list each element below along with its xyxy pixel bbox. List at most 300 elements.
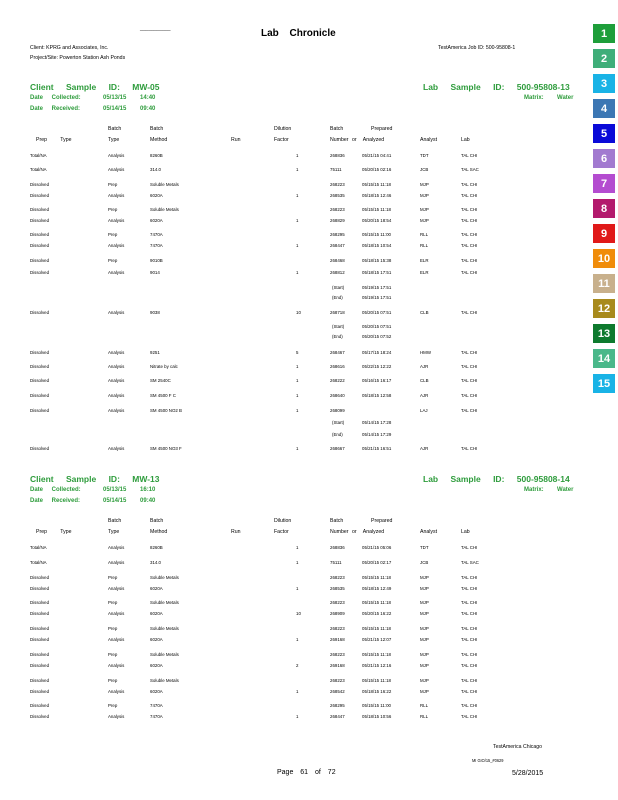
cell: 9038 — [150, 310, 160, 315]
cell: Dissolved — [30, 678, 50, 683]
cell: TAL CHI — [461, 652, 478, 657]
cell: 1 — [296, 364, 299, 369]
cell: 05/18/15 12:58 — [362, 393, 392, 398]
cell: 268223 — [330, 678, 345, 683]
cell: 6020A — [150, 218, 163, 223]
cell: TAL CHI — [461, 611, 478, 616]
cell: 05/15/15 11:18 — [362, 182, 391, 187]
cell: 05/20/15 16:22 — [362, 611, 392, 616]
cell: Dissolved — [30, 232, 50, 237]
cell: 1 — [296, 270, 299, 275]
tab-3[interactable]: 3 — [593, 74, 615, 93]
project-site: Project/Site: Powerton Station Ash Ponds — [30, 55, 126, 61]
table-row — [0, 600, 590, 607]
column-header-line1: Batch — [108, 126, 122, 132]
table-row — [0, 350, 590, 357]
cell: Nitrate by calc — [150, 364, 178, 369]
cell: Analysis — [108, 270, 125, 275]
cell: MJP — [420, 586, 429, 591]
cell: SM 2540C — [150, 378, 171, 383]
column-header-line1: Batch — [330, 518, 344, 524]
cell: TAL CHI — [461, 153, 478, 158]
cell: TAL CHI — [461, 364, 478, 369]
cell: TAL CHI — [461, 575, 478, 580]
column-header-line1: Batch — [108, 518, 122, 524]
cell: TAL CHI — [461, 408, 478, 413]
cell: TAL CHI — [461, 689, 478, 694]
cell: 05/20/15 02:16 — [362, 167, 392, 172]
cell: Analysis — [108, 408, 125, 413]
tab-14[interactable]: 14 — [593, 349, 615, 368]
lab-sample-id: Lab Sample ID: 500-95808-14 — [423, 474, 570, 484]
cell: 268223 — [330, 575, 345, 580]
cell: TAL CHI — [461, 207, 478, 212]
table-row — [0, 364, 590, 371]
column-header-line2: Analyst — [420, 137, 438, 143]
cell: Dissolved — [30, 637, 50, 642]
cell: 05/15/15 11:00 — [362, 703, 391, 708]
table-row — [0, 637, 590, 644]
cell: Soluble Metals — [150, 182, 179, 187]
tab-7[interactable]: 7 — [593, 174, 615, 193]
cell: 269168 — [330, 663, 345, 668]
cell: Dissolved — [30, 408, 50, 413]
cell: TDT — [420, 545, 429, 550]
cell: 05/19/15 17:51 — [362, 295, 392, 300]
cell: Dissolved — [30, 310, 50, 315]
cell: Dissolved — [30, 207, 50, 212]
cell: Analysis — [108, 243, 125, 248]
cell: 314.0 — [150, 167, 161, 172]
cell: RLL — [420, 703, 429, 708]
cell: Dissolved — [30, 270, 50, 275]
cell: (End) — [332, 334, 343, 339]
cell: 10 — [296, 310, 301, 315]
tab-4[interactable]: 4 — [593, 99, 615, 118]
cell: 1 — [296, 545, 299, 550]
cell: 05/18/15 15:38 — [362, 258, 392, 263]
cell: Dissolved — [30, 243, 50, 248]
cell: Analysis — [108, 714, 125, 719]
table-row — [0, 153, 590, 160]
cell: TAL SAC — [461, 560, 479, 565]
cell: 268295 — [330, 232, 345, 237]
cell: 268812 — [330, 270, 345, 275]
cell: 268535 — [330, 193, 345, 198]
cell: TAL CHI — [461, 258, 478, 263]
cell: Analysis — [108, 393, 125, 398]
cell: 1 — [296, 167, 299, 172]
cell: 268467 — [330, 350, 345, 355]
cell: 2 — [296, 663, 299, 668]
cell: 268535 — [330, 586, 345, 591]
table-row — [0, 310, 590, 317]
column-header-line1: Prepared — [371, 126, 393, 132]
column-header-line2: Lab — [461, 137, 470, 143]
table-row — [0, 626, 590, 633]
cell: 268447 — [330, 243, 345, 248]
cell: 05/21/15 05:06 — [362, 545, 392, 550]
cell: 268223 — [330, 207, 345, 212]
table-row — [0, 611, 590, 618]
cell: 05/21/15 16:51 — [362, 446, 392, 451]
cell: TAL CHI — [461, 378, 478, 383]
cell: Analysis — [108, 586, 125, 591]
cell: 268836 — [330, 545, 345, 550]
column-header-line2: Method — [150, 137, 168, 143]
cell: 05/21/15 12:07 — [362, 637, 392, 642]
cell: 6020A — [150, 193, 163, 198]
cell: Dissolved — [30, 586, 50, 591]
cell: 05/14/15 17:28 — [362, 420, 392, 425]
cell: TAL CHI — [461, 350, 478, 355]
cell: Soluble Metals — [150, 207, 179, 212]
cell: 6020A — [150, 586, 163, 591]
column-header-line2: or Analyzed — [352, 137, 385, 143]
cell: TAL CHI — [461, 232, 478, 237]
cell: 268447 — [330, 714, 345, 719]
cell: 05/20/15 07:51 — [362, 310, 392, 315]
table-row — [0, 218, 590, 225]
cell: MJP — [420, 611, 429, 616]
cell: AJR — [420, 364, 429, 369]
footer-code: MI GIO/15_#0629 — [472, 758, 504, 763]
cell: RLL — [420, 714, 429, 719]
cell: TAL CHI — [461, 446, 478, 451]
cell: Analysis — [108, 446, 125, 451]
tab-10[interactable]: 10 — [593, 249, 615, 268]
cell: Analysis — [108, 153, 125, 158]
cell: 1 — [296, 689, 299, 694]
footer-date: 5/28/2015 — [512, 770, 544, 777]
column-header-line2: Prep Type — [36, 137, 72, 143]
cell: 05/18/15 17:51 — [362, 270, 392, 275]
cell: 05/15/15 11:18 — [362, 626, 391, 631]
table-row — [0, 586, 590, 593]
cell: Prep — [108, 207, 118, 212]
cell: Analysis — [108, 193, 125, 198]
table-row — [0, 295, 590, 302]
cell: TAL CHI — [461, 193, 478, 198]
tab-1[interactable]: 1 — [593, 24, 615, 43]
cell: 8260B — [150, 153, 163, 158]
cell: 7470A — [150, 714, 163, 719]
column-header-line2: Number — [330, 529, 349, 535]
column-header-line2: Prep Type — [36, 529, 72, 535]
cell: Analysis — [108, 663, 125, 668]
cell: 05/15/15 11:00 — [362, 232, 391, 237]
cell: Analysis — [108, 167, 125, 172]
cell: TAL CHI — [461, 637, 478, 642]
cell: AJR — [420, 393, 429, 398]
table-row — [0, 703, 590, 710]
cell: Soluble Metals — [150, 678, 179, 683]
cell: Soluble Metals — [150, 600, 179, 605]
cell: 05/15/15 11:18 — [362, 575, 391, 580]
cell: Dissolved — [30, 393, 50, 398]
cell: Prep — [108, 600, 118, 605]
cell: 1 — [296, 153, 299, 158]
cell: Soluble Metals — [150, 652, 179, 657]
tab-13[interactable]: 13 — [593, 324, 615, 343]
cell: CLB — [420, 310, 429, 315]
cell: Total/NA — [30, 167, 47, 172]
cell: 268616 — [330, 364, 345, 369]
cell: 05/15/15 11:18 — [362, 652, 391, 657]
tab-11[interactable]: 11 — [593, 274, 615, 293]
cell: 05/17/15 18:24 — [362, 350, 392, 355]
cell: Prep — [108, 626, 118, 631]
cell: 1 — [296, 243, 299, 248]
cell: Prep — [108, 232, 118, 237]
cell: 6020A — [150, 689, 163, 694]
column-header-line1: Batch — [150, 126, 164, 132]
cell: 268468 — [330, 258, 345, 263]
cell: 268836 — [330, 153, 345, 158]
cell: 75111 — [330, 167, 342, 172]
date-collected-label: Date Collected: — [30, 487, 81, 493]
lab-sample-id: Lab Sample ID: 500-95808-13 — [423, 82, 570, 92]
cell: Analysis — [108, 611, 125, 616]
cell: Prep — [108, 703, 118, 708]
cell: 268542 — [330, 689, 345, 694]
cell: Soluble Metals — [150, 626, 179, 631]
cell: 75111 — [330, 560, 342, 565]
cell: LAJ — [420, 408, 428, 413]
cell: 05/21/15 12:16 — [362, 663, 392, 668]
table-row — [0, 408, 590, 415]
cell: 1 — [296, 193, 299, 198]
cell: Dissolved — [30, 378, 50, 383]
cell: Analysis — [108, 545, 125, 550]
cell: 1 — [296, 637, 299, 642]
column-header-line2: Method — [150, 529, 168, 535]
cell: MJP — [420, 663, 429, 668]
cell: TAL CHI — [461, 586, 478, 591]
cell: Dissolved — [30, 350, 50, 355]
cell: 05/19/15 17:51 — [362, 285, 392, 290]
cell: JCB — [420, 560, 429, 565]
cell: Analysis — [108, 364, 125, 369]
date-received: 05/14/15 09:40 — [103, 106, 156, 112]
cell: Dissolved — [30, 446, 50, 451]
tab-12[interactable]: 12 — [593, 299, 615, 318]
cell: JCB — [420, 167, 429, 172]
cell: 269168 — [330, 637, 345, 642]
cell: Dissolved — [30, 575, 50, 580]
column-header-line2: Type — [108, 529, 120, 535]
cell: MJP — [420, 600, 429, 605]
cell: (End) — [332, 432, 343, 437]
table-row — [0, 167, 590, 174]
tab-8[interactable]: 8 — [593, 199, 615, 218]
matrix-value: Water — [557, 95, 574, 101]
cell: TAL CHI — [461, 626, 478, 631]
cell: MJP — [420, 182, 429, 187]
cell: Prep — [108, 258, 118, 263]
table-row — [0, 324, 590, 331]
cell: Total/NA — [30, 560, 47, 565]
client-sample-id: Client Sample ID: MW-13 — [30, 474, 160, 484]
page-number: Page 61 of 72 — [277, 769, 336, 776]
table-row — [0, 663, 590, 670]
column-header-line2: Type — [108, 137, 120, 143]
matrix-value: Water — [557, 487, 574, 493]
matrix-label: Matrix: — [524, 95, 544, 101]
cell: SM 4500 F C — [150, 393, 176, 398]
column-header-line1: Dilution — [274, 518, 292, 524]
cell: 7470A — [150, 232, 163, 237]
cell: MJP — [420, 626, 429, 631]
tab-9[interactable]: 9 — [593, 224, 615, 243]
cell: 6020A — [150, 611, 163, 616]
table-row — [0, 652, 590, 659]
cell: RLL — [420, 243, 429, 248]
table-row — [0, 678, 590, 685]
cell: TAL CHI — [461, 663, 478, 668]
table-row — [0, 243, 590, 250]
table-row — [0, 334, 590, 341]
cell: 9251 — [150, 350, 160, 355]
cell: 268295 — [330, 703, 345, 708]
cell: 6020A — [150, 637, 163, 642]
cell: TAL CHI — [461, 678, 478, 683]
column-header-line1: Dilution — [274, 126, 292, 132]
cell: 314.0 — [150, 560, 161, 565]
cell: 268829 — [330, 218, 345, 223]
cell: Dissolved — [30, 714, 50, 719]
cell: 05/20/15 02:17 — [362, 560, 392, 565]
cell: 5 — [296, 350, 299, 355]
cell: (Start) — [332, 285, 345, 290]
cell: 268099 — [330, 408, 345, 413]
cell: Soluble Metals — [150, 575, 179, 580]
column-header-line1: Batch — [150, 518, 164, 524]
column-header-line2: or Analyzed — [352, 529, 385, 535]
cell: TAL CHI — [461, 393, 478, 398]
cell: 1 — [296, 446, 299, 451]
cell: Dissolved — [30, 703, 50, 708]
matrix-label: Matrix: — [524, 487, 544, 493]
column-header-line2: Lab — [461, 529, 470, 535]
cell: 6020A — [150, 663, 163, 668]
column-header-line1: Prepared — [371, 518, 393, 524]
cell: TAL SAC — [461, 167, 479, 172]
cell: Dissolved — [30, 218, 50, 223]
column-header-line2: Run — [231, 137, 241, 143]
tab-15[interactable]: 15 — [593, 374, 615, 393]
date-received-label: Date Received: — [30, 106, 81, 112]
cell: MJP — [420, 652, 429, 657]
cell: 05/18/15 10:56 — [362, 714, 392, 719]
column-header-line2: Analyst — [420, 529, 438, 535]
cell: Analysis — [108, 218, 125, 223]
cell: (Start) — [332, 324, 345, 329]
tab-6[interactable]: 6 — [593, 149, 615, 168]
cell: 05/18/15 10:54 — [362, 243, 392, 248]
cell: Dissolved — [30, 652, 50, 657]
cell: Analysis — [108, 689, 125, 694]
cell: Dissolved — [30, 626, 50, 631]
cell: 05/20/15 18:54 — [362, 218, 392, 223]
cell: Dissolved — [30, 364, 50, 369]
table-row — [0, 575, 590, 582]
cell: SM 4500 NO2 B — [150, 408, 182, 413]
cell: 1 — [296, 408, 299, 413]
table-row — [0, 270, 590, 277]
cell: Dissolved — [30, 600, 50, 605]
cell: Prep — [108, 652, 118, 657]
cell: Dissolved — [30, 258, 50, 263]
footer-lab: TestAmerica Chicago — [493, 744, 543, 750]
cell: 10 — [296, 611, 301, 616]
tab-5[interactable]: 5 — [593, 124, 615, 143]
cell: TAL CHI — [461, 545, 478, 550]
cell: TAL CHI — [461, 714, 478, 719]
cell: 9010B — [150, 258, 163, 263]
date-received-label: Date Received: — [30, 498, 81, 504]
cell: 268222 — [330, 378, 345, 383]
cell: MJP — [420, 207, 429, 212]
cell: 268223 — [330, 626, 345, 631]
client-sample-id: Client Sample ID: MW-05 — [30, 82, 160, 92]
cell: 268223 — [330, 600, 345, 605]
cell: Analysis — [108, 350, 125, 355]
cell: Analysis — [108, 637, 125, 642]
cell: Analysis — [108, 560, 125, 565]
table-row — [0, 560, 590, 567]
cell: (Start) — [332, 420, 345, 425]
cell: 268667 — [330, 446, 345, 451]
cell: MJP — [420, 689, 429, 694]
cell: (End) — [332, 295, 343, 300]
table-row — [0, 207, 590, 214]
cell: Analysis — [108, 378, 125, 383]
table-row — [0, 285, 590, 292]
column-header-line2: Factor — [274, 137, 289, 143]
table-row — [0, 420, 590, 427]
cell: 05/16/15 16:17 — [362, 378, 392, 383]
job-id: TestAmerica Job ID: 500-95808-1 — [438, 45, 516, 51]
cell: Analysis — [108, 310, 125, 315]
cell: 05/18/15 16:22 — [362, 689, 392, 694]
table-row — [0, 432, 590, 439]
cell: ELR — [420, 270, 429, 275]
cell: HMW — [420, 350, 431, 355]
column-header-line2: Number — [330, 137, 349, 143]
cell: 05/22/15 12:22 — [362, 364, 392, 369]
table-row — [0, 258, 590, 265]
cell: 9014 — [150, 270, 160, 275]
tab-2[interactable]: 2 — [593, 49, 615, 68]
cell: CLB — [420, 378, 429, 383]
date-received: 05/14/15 09:40 — [103, 498, 156, 504]
cell: 1 — [296, 586, 299, 591]
cell: Dissolved — [30, 663, 50, 668]
client-name: Client: KPRG and Associates, Inc. — [30, 45, 109, 51]
table-row — [0, 182, 590, 189]
cell: 1 — [296, 378, 299, 383]
cell: TAL CHI — [461, 243, 478, 248]
table-row — [0, 378, 590, 385]
table-row — [0, 714, 590, 721]
cell: MJP — [420, 218, 429, 223]
cell: Prep — [108, 575, 118, 580]
date-collected-label: Date Collected: — [30, 95, 81, 101]
cell: 1 — [296, 218, 299, 223]
top-mark: ___________ — [140, 26, 171, 32]
cell: TAL CHI — [461, 703, 478, 708]
